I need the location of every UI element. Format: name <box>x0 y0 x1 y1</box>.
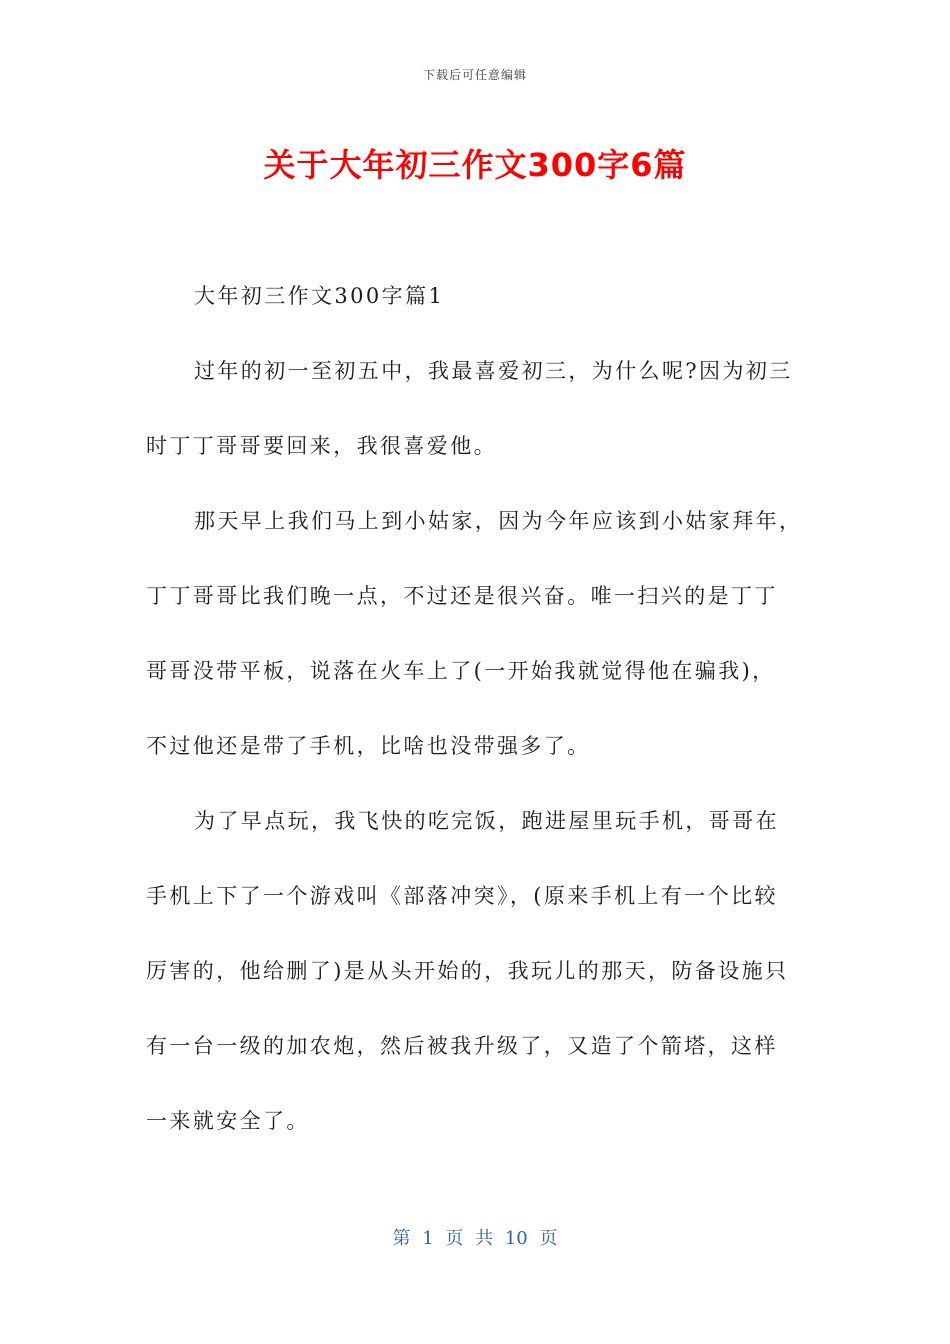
paragraph-line: 那天早上我们马上到小姑家，因为今年应该到小姑家拜年， <box>194 509 803 533</box>
page-number-footer: 第 1 页 共 10 页 <box>392 1228 558 1249</box>
paragraph-line: 哥哥没带平板，说落在火车上了(一开始我就觉得他在骗我)， <box>146 659 776 683</box>
document-body <box>146 270 806 1170</box>
paragraph-line: 为了早点玩，我飞快的吃完饭，跑进屋里玩手机，哥哥在 <box>194 809 779 833</box>
paragraph-line: 手机上下了一个游戏叫《部落冲突》，(原来手机上有一个比较 <box>146 884 778 908</box>
paragraph-line: 有一台一级的加农炮，然后被我升级了，又造了个箭塔，这样 <box>146 1034 778 1058</box>
paragraph-line: 时丁丁哥哥要回来，我很喜爱他。 <box>146 434 497 458</box>
section-heading: 大年初三作文300字篇1 <box>194 284 445 308</box>
paragraph-line: 一来就安全了。 <box>146 1109 310 1133</box>
document-title: 关于大年初三作文300字6篇 <box>263 146 687 184</box>
header-note: 下载后可任意编辑 <box>422 68 527 82</box>
paragraph-line: 厉害的，他给删了)是从头开始的，我玩儿的那天，防备设施只 <box>146 959 789 983</box>
paragraph-line: 丁丁哥哥比我们晚一点，不过还是很兴奋。唯一扫兴的是丁丁 <box>146 584 778 608</box>
paragraph-line: 不过他还是带了手机，比啥也没带强多了。 <box>146 734 591 758</box>
paragraph-line: 过年的初一至初五中，我最喜爱初三，为什么呢?因为初三 <box>194 359 793 383</box>
